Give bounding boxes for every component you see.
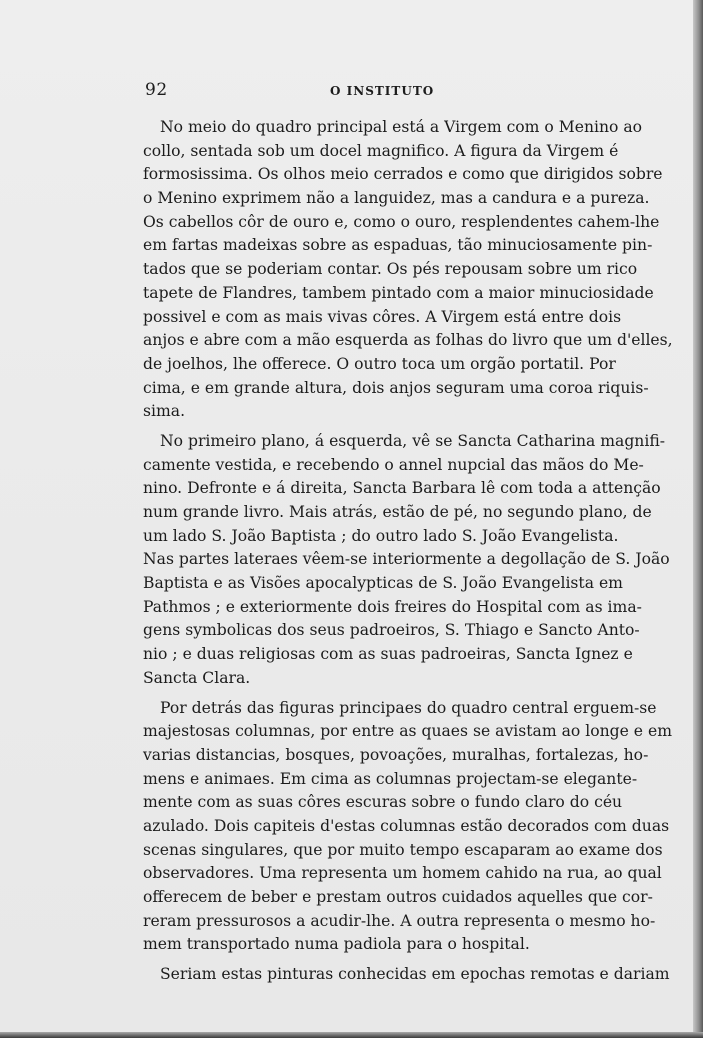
text-line: tados que se poderiam contar. Os pés repousam sobre um rico: [143, 260, 638, 279]
paragraph: [143, 430, 670, 691]
text-line: reram pressurosos a acudir-lhe. A outra representa o mesmo ho-: [143, 911, 656, 930]
text-line: No primeiro plano, á esquerda, vê se Sancta Catharina magnifi-: [160, 431, 666, 450]
text-line: collo, sentada sob um docel magnifico. A figura da Virgem é: [143, 141, 619, 160]
text-line: offerecem de beber e prestam outros cuidados aquelles que cor-: [143, 888, 653, 906]
body-text: [143, 116, 673, 987]
text-line: anjos e abre com a mão esquerda as folhas do livro que um d'elles,: [143, 331, 673, 350]
running-title: O INSTITUTO: [330, 84, 435, 98]
text-line: cima, e em grande altura, dois anjos seguram uma coroa riquis-: [143, 378, 649, 397]
text-line: um lado S. João Baptista ; do outro lado S. João Evangelista.: [143, 526, 619, 545]
paragraph: [143, 116, 673, 424]
text-line: Nas partes lateraes vêem-se interiormente a degollação de S. João: [143, 550, 670, 569]
text-line: o Menino exprimem não a languidez, mas a candura e a pureza.: [143, 189, 650, 208]
text-line: sima.: [143, 402, 186, 421]
text-line: nio ; e duas religiosas com as suas padroeiras, Sancta Ignez e: [143, 645, 633, 664]
page-header: [145, 80, 605, 102]
text-line: majestosas columnas, por entre as quaes se avistam ao longe e em: [143, 722, 672, 741]
text-line: num grande livro. Mais atrás, estão de pé, no segundo plano, de: [143, 503, 652, 521]
text-line: mem transportado numa padiola para o hospital.: [143, 935, 530, 954]
text-line: Seriam estas pinturas conhecidas em epochas remotas e dariam: [160, 965, 670, 984]
page-edge-shadow-right: [693, 0, 703, 1038]
text-line: gens symbolicas dos seus padroeiros, S. Thiago e Sancto Anto-: [143, 621, 640, 640]
text-line: Os cabellos côr de ouro e, como o ouro, resplendentes cahem-lhe: [143, 212, 660, 231]
text-line: possivel e com as mais vivas côres. A Virgem está entre dois: [143, 307, 622, 326]
text-line: Sancta Clara.: [143, 668, 251, 687]
text-line: varias distancias, bosques, povoações, muralhas, fortalezas, ho-: [143, 745, 649, 764]
page-number: 92: [145, 80, 168, 100]
text-line: formosissima. Os olhos meio cerrados e como que dirigidos sobre: [143, 165, 663, 184]
text-line: Por detrás das figuras principaes do quadro central erguem-se: [160, 698, 657, 717]
text-line: mens e animaes. Em cima as columnas projectam-se elegante-: [143, 769, 638, 788]
page-edge-shadow-bottom: [0, 1032, 703, 1038]
text-line: No meio do quadro principal está a Virgem com o Menino ao: [160, 118, 643, 136]
text-line: tapete de Flandres, tambem pintado com a maior minuciosidade: [143, 283, 654, 302]
text-line: mente com as suas côres escuras sobre o fundo claro do céu: [143, 793, 623, 812]
text-line: de joelhos, lhe offerece. O outro toca um orgão portatil. Por: [143, 354, 616, 373]
paragraph: [143, 963, 670, 987]
text-line: Pathmos ; e exteriormente dois freires do Hospital com as ima-: [143, 597, 642, 616]
text-line: em fartas madeixas sobre as espaduas, tão minuciosamente pin-: [143, 236, 653, 255]
text-line: Baptista e as Visões apocalypticas de S. João Evangelista em: [143, 574, 623, 593]
text-line: observadores. Uma representa um homem cahido na rua, ao qual: [143, 864, 662, 883]
paragraph: [143, 697, 672, 958]
text-line: scenas singulares, que por muito tempo escaparam ao exame dos: [143, 840, 663, 859]
text-line: camente vestida, e recebendo o annel nupcial das mãos do Me-: [143, 455, 644, 474]
text-line: nino. Defronte e á direita, Sancta Barbara lê com toda a attenção: [143, 479, 661, 498]
text-line: azulado. Dois capiteis d'estas columnas estão decorados com duas: [143, 816, 670, 835]
